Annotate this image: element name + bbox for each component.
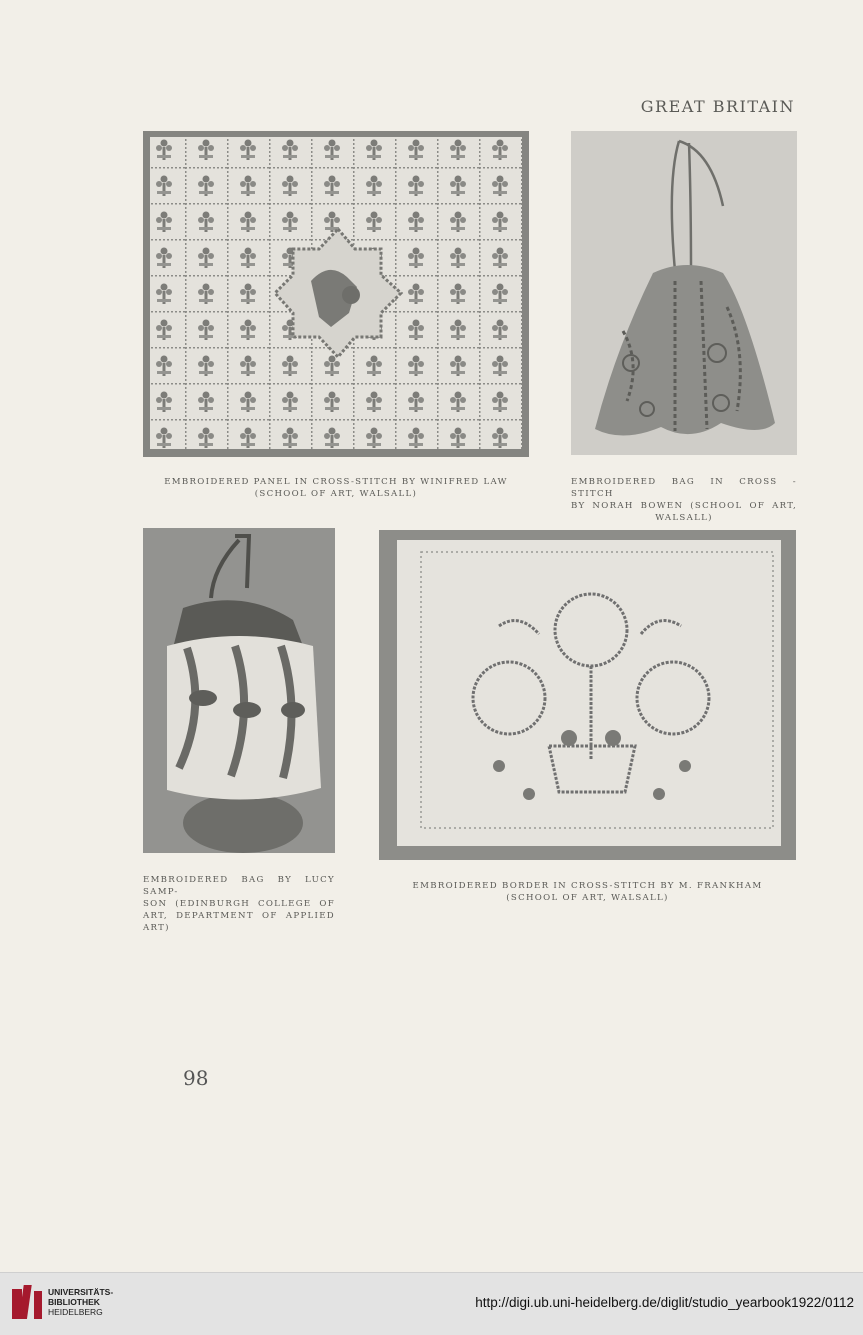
caption-line: WALSALL): [655, 513, 713, 523]
caption-line: BY NORAH BOWEN (SCHOOL OF ART,: [571, 501, 797, 511]
caption-line: EMBROIDERED PANEL IN CROSS-STITCH BY WINIFRED LAW: [164, 477, 508, 487]
caption-line: EMBROIDERED BORDER IN CROSS-STITCH BY M. FRANKHAM: [412, 881, 763, 891]
photo-bag-norah-bowen: [571, 131, 797, 455]
caption-embroidered-border: [379, 880, 796, 904]
caption-line: SON (EDINBURGH COLLEGE OF: [143, 899, 335, 909]
logo-line: UNIVERSITÄTS-: [48, 1287, 114, 1297]
library-logo-icon: [10, 1283, 44, 1323]
caption-embroidered-panel: [143, 476, 529, 500]
caption-line: (SCHOOL OF ART, WALSALL): [506, 893, 669, 903]
library-logo-text: [48, 1287, 113, 1317]
logo-line: BIBLIOTHEK: [48, 1297, 100, 1307]
logo-line: HEIDELBERG: [48, 1307, 103, 1317]
page-number: 98: [183, 1066, 209, 1090]
caption-bag-lucy-sampson: [143, 874, 335, 934]
running-head: GREAT BRITAIN: [640, 97, 795, 116]
photo-bag-lucy-sampson: [143, 528, 335, 853]
caption-bag-norah-bowen: [571, 476, 797, 524]
caption-line: EMBROIDERED BAG IN CROSS - STITCH: [571, 477, 797, 499]
photo-embroidered-border: [379, 530, 796, 860]
footer-bar: [0, 1272, 863, 1335]
source-url-link[interactable]: http://digi.ub.uni-heidelberg.de/diglit/studio_yearbook1922/0112: [475, 1295, 854, 1310]
caption-line: EMBROIDERED BAG BY LUCY SAMP-: [143, 875, 335, 897]
photo-embroidered-panel: [143, 131, 529, 457]
caption-line: (SCHOOL OF ART, WALSALL): [254, 489, 418, 499]
caption-line: ART, DEPARTMENT OF APPLIED ART): [143, 911, 335, 933]
